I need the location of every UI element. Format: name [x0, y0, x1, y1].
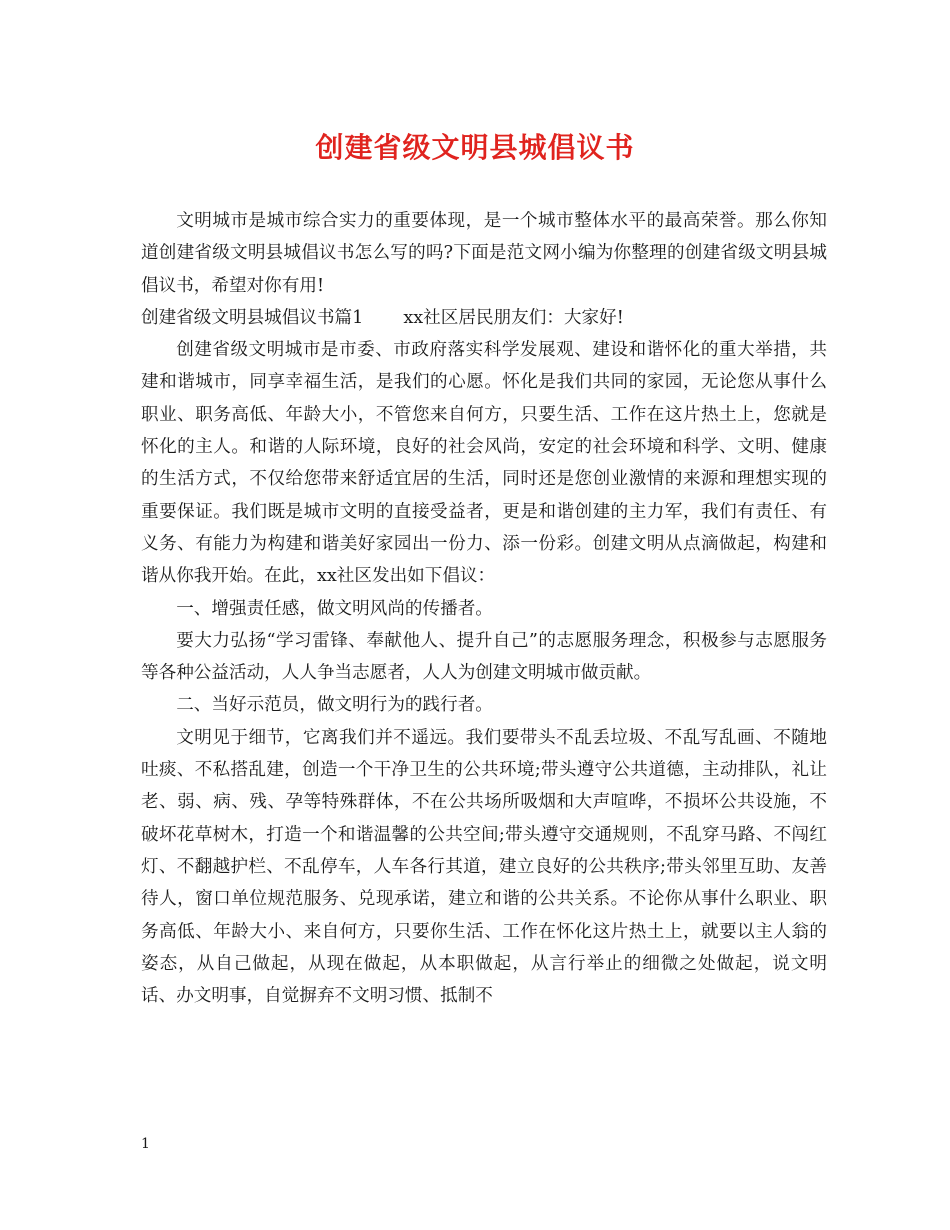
intro-paragraph: 文明城市是城市综合实力的重要体现，是一个城市整体水平的最高荣誉。那么你知道创建省级文明县城倡议书怎么写的吗?下面是范文网小编为你整理的创建省级文明县城倡议书，希望对你有用!	[141, 211, 827, 296]
document-title: 创建省级文明县城倡议书	[315, 131, 635, 164]
page-number: 1	[141, 1136, 150, 1152]
document-body	[141, 205, 827, 1012]
point-2-body: 文明见于细节，它离我们并不遥远。我们要带头不乱丢垃圾、不乱写乱画、不随地吐痰、不私搭乱建，创造一个干净卫生的公共环境;带头遵守公共道德，主动排队，礼让老、弱、病、残、孕等特殊群体，不在公共场所吸烟和大声喧哗，不损坏公共设施，不破坏花草树木，打造一个和谐温馨的公共空间;带头遵守交通规则，不乱穿马路、不闯红灯、不翻越护栏、不乱停车，人车各行其道，建立良好的公共秩序;带头邻里互助、友善待人，窗口单位规范服务、兑现承诺，建立和谐的公共关系。不论你从事什么职业、职务高低、年龄大小、来自何方，只要你生活、工作在怀化这片热土上，就要以主人翁的姿态，从自己做起，从现在做起，从本职做起，从言行举止的细微之处做起，说文明话、办文明事，自觉摒弃不文明习惯、抵制不	[141, 727, 827, 1007]
section-label: 创建省级文明县城倡议书篇1	[141, 307, 364, 328]
greeting: xx社区居民朋友们：大家好!	[403, 307, 624, 328]
point-1-body: 要大力弘扬“学习雷锋、奉献他人、提升自己”的志愿服务理念，积极参与志愿服务等各种公益活动，人人争当志愿者，人人为创建文明城市做贡献。	[141, 630, 827, 684]
section-heading-line	[141, 302, 827, 334]
point-2-heading: 二、当好示范员，做文明行为的践行者。	[176, 695, 493, 716]
body-paragraph-1: 创建省级文明城市是市委、市政府落实科学发展观、建设和谐怀化的重大举措，共建和谐城市，同享幸福生活，是我们的心愿。怀化是我们共同的家园，无论您从事什么职业、职务高低、年龄大小，不管您来自何方，只要生活、工作在这片热土上，您就是怀化的主人。和谐的人际环境，良好的社会风尚，安定的社会环境和科学、文明、健康的生活方式，不仅给您带来舒适宜居的生活，同时还是您创业激情的来源和理想实现的重要保证。我们既是城市文明的直接受益者，更是和谐创建的主力军，我们有责任、有义务、有能力为构建和谐美好家园出一份力、添一份彩。创建文明从点滴做起，构建和谐从你我开始。在此，xx社区发出如下倡议：	[141, 340, 827, 587]
point-1-heading: 一、增强责任感，做文明风尚的传播者。	[176, 598, 493, 619]
